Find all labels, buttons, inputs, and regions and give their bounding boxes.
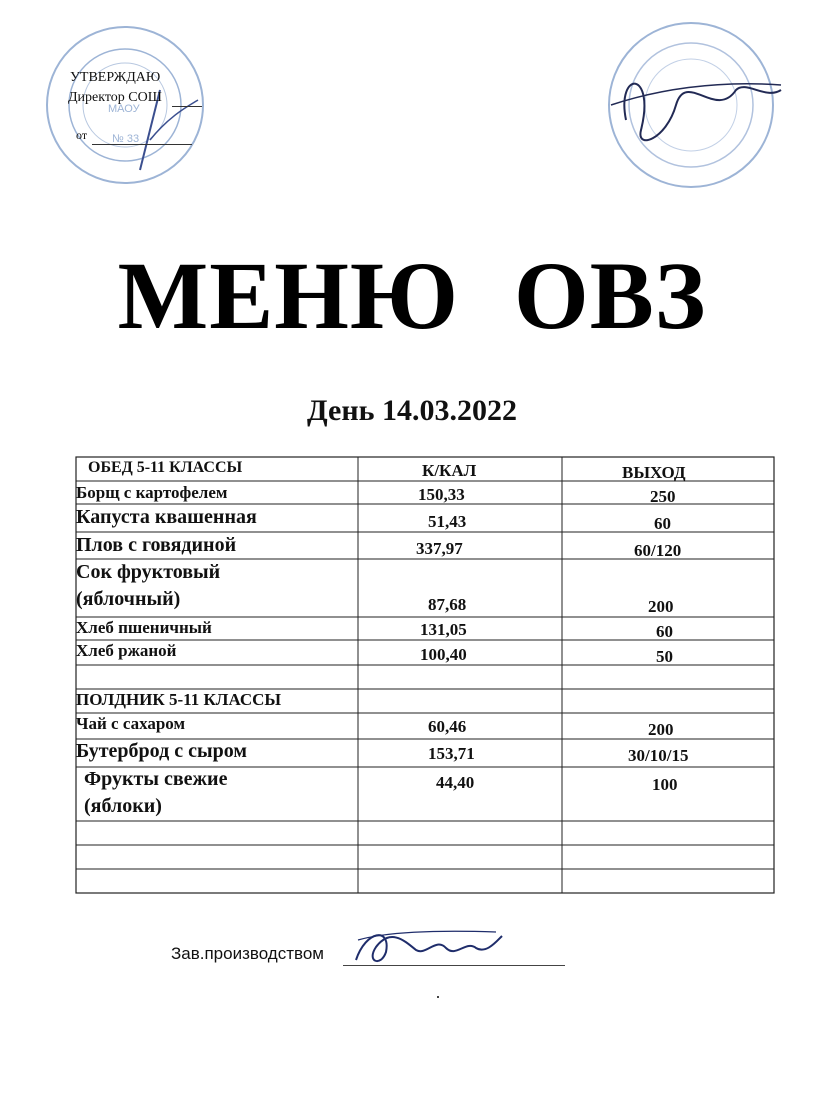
dish-name-line1: Сок фруктовый [76, 561, 221, 583]
footer-dot [437, 996, 439, 998]
dish-kcal: 100,40 [420, 645, 467, 664]
dish-output: 60/120 [634, 541, 682, 560]
dish-kcal: 131,05 [420, 620, 467, 639]
dish-kcal: 153,71 [428, 744, 475, 763]
section-title: ПОЛДНИК 5-11 КЛАССЫ [76, 690, 282, 709]
right-stamp [596, 10, 786, 200]
dish-name-line1: Фрукты свежие [84, 768, 228, 790]
header-dish: ОБЕД 5-11 КЛАССЫ [88, 459, 243, 476]
dish-name: Борщ с картофелем [76, 483, 228, 502]
header-output: ВЫХОД [622, 463, 686, 482]
approval-role: Директор СОШ [68, 90, 162, 105]
dish-name: Хлеб пшеничный [76, 618, 212, 637]
svg-text:МАОУ: МАОУ [108, 103, 140, 115]
dish-kcal: 51,43 [428, 512, 467, 531]
dish-output: 50 [656, 647, 673, 666]
dish-name-line2: (яблочный) [76, 588, 181, 610]
header-kcal: К/КАЛ [422, 461, 477, 480]
dish-kcal: 87,68 [428, 595, 467, 614]
dish-name: Плов с говядиной [76, 534, 237, 556]
dish-output: 60 [654, 514, 671, 533]
approval-title: УТВЕРЖДАЮ [70, 70, 161, 85]
approval-date-line [92, 144, 192, 145]
dish-kcal: 150,33 [418, 485, 465, 504]
dish-kcal: 337,97 [416, 539, 463, 558]
dish-output: 200 [648, 720, 674, 739]
dish-output: 100 [652, 775, 678, 794]
dish-output: 250 [650, 487, 676, 506]
footer-signature [346, 922, 506, 972]
approval-from-label: от [76, 128, 88, 142]
dish-name: Капуста квашенная [76, 506, 257, 528]
approval-signature-line [172, 106, 202, 107]
dish-name-line2: (яблоки) [84, 795, 162, 817]
dish-name: Чай с сахаром [76, 714, 186, 733]
footer-signer-label: Зав.производством [171, 944, 324, 963]
dish-output: 60 [656, 622, 673, 641]
dish-kcal: 44,40 [436, 773, 475, 792]
menu-table [62, 455, 780, 895]
dish-name: Хлеб ржаной [76, 641, 177, 660]
page-title: МЕНЮ ОВЗ [117, 242, 707, 349]
dish-name: Бутерброд с сыром [76, 740, 247, 762]
dish-output: 200 [648, 597, 674, 616]
svg-text:№ 33: № 33 [112, 133, 140, 145]
dish-kcal: 60,46 [428, 717, 467, 736]
dish-output: 30/10/15 [628, 746, 689, 765]
menu-date: День 14.03.2022 [307, 394, 517, 427]
